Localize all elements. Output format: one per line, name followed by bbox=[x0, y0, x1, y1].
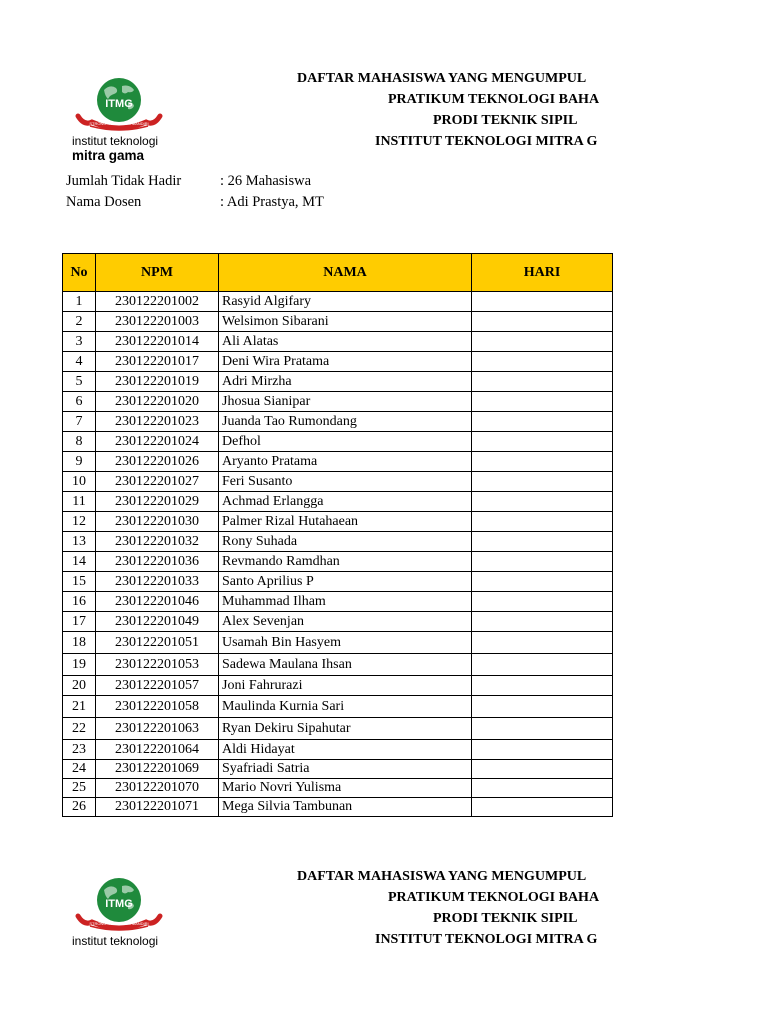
table-row bbox=[63, 676, 613, 696]
lecturer-label: Nama Dosen bbox=[66, 194, 142, 210]
row-hari bbox=[472, 492, 613, 512]
absent-value: : 26 Mahasiswa bbox=[220, 173, 312, 189]
header-no: No bbox=[63, 254, 96, 292]
itmg-emblem-icon bbox=[70, 76, 170, 134]
svg-text:ITMG: ITMG bbox=[105, 898, 133, 910]
row-number: 12 bbox=[63, 512, 96, 532]
row-nama: Defhol bbox=[219, 432, 472, 452]
row-hari bbox=[472, 612, 613, 632]
row-nama: Feri Susanto bbox=[219, 472, 472, 492]
table-row bbox=[63, 718, 613, 740]
title-line-1: DAFTAR MAHASISWA YANG MENGUMPUL bbox=[297, 869, 587, 884]
institute-brand: mitra gama bbox=[72, 148, 145, 163]
absent-label: Jumlah Tidak Hadir bbox=[66, 173, 182, 189]
title-line-3: PRODI TEKNIK SIPIL bbox=[433, 113, 578, 128]
row-nama: Santo Aprilius P bbox=[219, 572, 472, 592]
row-npm: 230122201023 bbox=[96, 412, 219, 432]
row-nama: Mario Novri Yulisma bbox=[219, 779, 472, 798]
row-hari bbox=[472, 372, 613, 392]
table-row bbox=[63, 412, 613, 432]
row-npm: 230122201058 bbox=[96, 696, 219, 718]
row-number: 1 bbox=[63, 292, 96, 312]
row-nama: Juanda Tao Rumondang bbox=[219, 412, 472, 432]
table-row bbox=[63, 779, 613, 798]
table-row bbox=[63, 760, 613, 779]
row-hari bbox=[472, 352, 613, 372]
itmg-emblem-icon bbox=[70, 876, 170, 934]
student-table bbox=[62, 253, 613, 817]
header-hari: HARI bbox=[472, 254, 613, 292]
row-npm: 230122201053 bbox=[96, 654, 219, 676]
title-line-2: PRATIKUM TEKNOLOGI BAHA bbox=[388, 92, 600, 107]
institute-logo-repeat bbox=[70, 876, 180, 948]
row-hari bbox=[472, 654, 613, 676]
table-row bbox=[63, 352, 613, 372]
table-row bbox=[63, 654, 613, 676]
row-npm: 230122201071 bbox=[96, 798, 219, 817]
row-number: 16 bbox=[63, 592, 96, 612]
row-nama: Syafriadi Satria bbox=[219, 760, 472, 779]
header-npm: NPM bbox=[96, 254, 219, 292]
row-npm: 230122201003 bbox=[96, 312, 219, 332]
row-number: 22 bbox=[63, 718, 96, 740]
row-number: 24 bbox=[63, 760, 96, 779]
row-nama: Deni Wira Pratama bbox=[219, 352, 472, 372]
row-hari bbox=[472, 798, 613, 817]
table-row bbox=[63, 696, 613, 718]
row-hari bbox=[472, 552, 613, 572]
row-npm: 230122201063 bbox=[96, 718, 219, 740]
absent-count-row bbox=[66, 171, 466, 192]
row-nama: Ryan Dekiru Sipahutar bbox=[219, 718, 472, 740]
row-hari bbox=[472, 332, 613, 352]
lecturer-row bbox=[66, 192, 466, 213]
row-hari bbox=[472, 512, 613, 532]
row-nama: Aryanto Pratama bbox=[219, 452, 472, 472]
row-nama: Joni Fahrurazi bbox=[219, 676, 472, 696]
title-line-4: INSTITUT TEKNOLOGI MITRA G bbox=[375, 134, 598, 149]
table-row bbox=[63, 798, 613, 817]
table-header-row bbox=[63, 254, 613, 292]
row-hari bbox=[472, 312, 613, 332]
row-number: 19 bbox=[63, 654, 96, 676]
row-nama: Palmer Rizal Hutahaean bbox=[219, 512, 472, 532]
row-number: 13 bbox=[63, 532, 96, 552]
table-row bbox=[63, 472, 613, 492]
row-nama: Ali Alatas bbox=[219, 332, 472, 352]
row-hari bbox=[472, 392, 613, 412]
table-row bbox=[63, 492, 613, 512]
table-row bbox=[63, 592, 613, 612]
row-npm: 230122201019 bbox=[96, 372, 219, 392]
row-npm: 230122201064 bbox=[96, 740, 219, 760]
table-row bbox=[63, 372, 613, 392]
row-hari bbox=[472, 572, 613, 592]
row-hari bbox=[472, 632, 613, 654]
svg-text:STRONG KONSISTEN MANDIRI: STRONG KONSISTEN MANDIRI bbox=[89, 121, 149, 126]
row-number: 6 bbox=[63, 392, 96, 412]
row-npm: 230122201030 bbox=[96, 512, 219, 532]
table-row bbox=[63, 632, 613, 654]
row-nama: Adri Mirzha bbox=[219, 372, 472, 392]
row-npm: 230122201033 bbox=[96, 572, 219, 592]
row-npm: 230122201069 bbox=[96, 760, 219, 779]
row-number: 25 bbox=[63, 779, 96, 798]
row-number: 15 bbox=[63, 572, 96, 592]
row-number: 5 bbox=[63, 372, 96, 392]
row-number: 17 bbox=[63, 612, 96, 632]
svg-text:STRONG KONSISTEN MANDIRI: STRONG KONSISTEN MANDIRI bbox=[89, 921, 149, 926]
row-npm: 230122201002 bbox=[96, 292, 219, 312]
row-nama: Rony Suhada bbox=[219, 532, 472, 552]
row-number: 7 bbox=[63, 412, 96, 432]
title-line-1: DAFTAR MAHASISWA YANG MENGUMPUL bbox=[297, 71, 587, 86]
table-row bbox=[63, 532, 613, 552]
table-row bbox=[63, 432, 613, 452]
row-number: 3 bbox=[63, 332, 96, 352]
row-npm: 230122201024 bbox=[96, 432, 219, 452]
row-number: 9 bbox=[63, 452, 96, 472]
title-line-4: INSTITUT TEKNOLOGI MITRA G bbox=[375, 932, 598, 947]
row-nama: Aldi Hidayat bbox=[219, 740, 472, 760]
row-hari bbox=[472, 592, 613, 612]
header-nama: NAMA bbox=[219, 254, 472, 292]
row-hari bbox=[472, 760, 613, 779]
row-npm: 230122201057 bbox=[96, 676, 219, 696]
row-number: 26 bbox=[63, 798, 96, 817]
row-hari bbox=[472, 292, 613, 312]
row-hari bbox=[472, 779, 613, 798]
table-row bbox=[63, 512, 613, 532]
row-hari bbox=[472, 412, 613, 432]
table-row bbox=[63, 572, 613, 592]
row-npm: 230122201017 bbox=[96, 352, 219, 372]
row-npm: 230122201029 bbox=[96, 492, 219, 512]
row-hari bbox=[472, 432, 613, 452]
document-title bbox=[290, 68, 612, 152]
row-nama: Sadewa Maulana Ihsan bbox=[219, 654, 472, 676]
row-nama: Jhosua Sianipar bbox=[219, 392, 472, 412]
row-npm: 230122201046 bbox=[96, 592, 219, 612]
row-npm: 230122201026 bbox=[96, 452, 219, 472]
row-number: 2 bbox=[63, 312, 96, 332]
institute-line: institut teknologi bbox=[72, 934, 159, 948]
row-hari bbox=[472, 740, 613, 760]
title-line-2: PRATIKUM TEKNOLOGI BAHA bbox=[388, 890, 600, 905]
document-title-repeat bbox=[290, 866, 612, 950]
row-number: 10 bbox=[63, 472, 96, 492]
row-nama: Revmando Ramdhan bbox=[219, 552, 472, 572]
row-npm: 230122201070 bbox=[96, 779, 219, 798]
institute-logo bbox=[70, 76, 180, 163]
row-nama: Rasyid Algifary bbox=[219, 292, 472, 312]
row-npm: 230122201049 bbox=[96, 612, 219, 632]
row-npm: 230122201051 bbox=[96, 632, 219, 654]
row-nama: Muhammad Ilham bbox=[219, 592, 472, 612]
info-section bbox=[66, 171, 466, 213]
row-nama: Mega Silvia Tambunan bbox=[219, 798, 472, 817]
row-number: 4 bbox=[63, 352, 96, 372]
row-npm: 230122201014 bbox=[96, 332, 219, 352]
row-number: 21 bbox=[63, 696, 96, 718]
row-number: 18 bbox=[63, 632, 96, 654]
row-npm: 230122201032 bbox=[96, 532, 219, 552]
table-row bbox=[63, 332, 613, 352]
row-hari bbox=[472, 452, 613, 472]
table-row bbox=[63, 552, 613, 572]
row-hari bbox=[472, 532, 613, 552]
institute-line: institut teknologi bbox=[72, 134, 159, 148]
row-npm: 230122201036 bbox=[96, 552, 219, 572]
table-row bbox=[63, 292, 613, 312]
table-row bbox=[63, 312, 613, 332]
lecturer-value: : Adi Prastya, MT bbox=[220, 194, 324, 210]
row-hari bbox=[472, 676, 613, 696]
svg-text:ITMG: ITMG bbox=[105, 98, 133, 110]
row-number: 20 bbox=[63, 676, 96, 696]
row-nama: Maulinda Kurnia Sari bbox=[219, 696, 472, 718]
row-hari bbox=[472, 696, 613, 718]
title-line-3: PRODI TEKNIK SIPIL bbox=[433, 911, 578, 926]
table-row bbox=[63, 392, 613, 412]
row-nama: Alex Sevenjan bbox=[219, 612, 472, 632]
row-number: 23 bbox=[63, 740, 96, 760]
row-npm: 230122201020 bbox=[96, 392, 219, 412]
table-row bbox=[63, 452, 613, 472]
row-number: 11 bbox=[63, 492, 96, 512]
row-hari bbox=[472, 718, 613, 740]
table-row bbox=[63, 612, 613, 632]
row-nama: Usamah Bin Hasyem bbox=[219, 632, 472, 654]
row-hari bbox=[472, 472, 613, 492]
table-body bbox=[63, 292, 613, 817]
row-number: 14 bbox=[63, 552, 96, 572]
table-row bbox=[63, 740, 613, 760]
row-nama: Achmad Erlangga bbox=[219, 492, 472, 512]
row-nama: Welsimon Sibarani bbox=[219, 312, 472, 332]
row-number: 8 bbox=[63, 432, 96, 452]
row-npm: 230122201027 bbox=[96, 472, 219, 492]
